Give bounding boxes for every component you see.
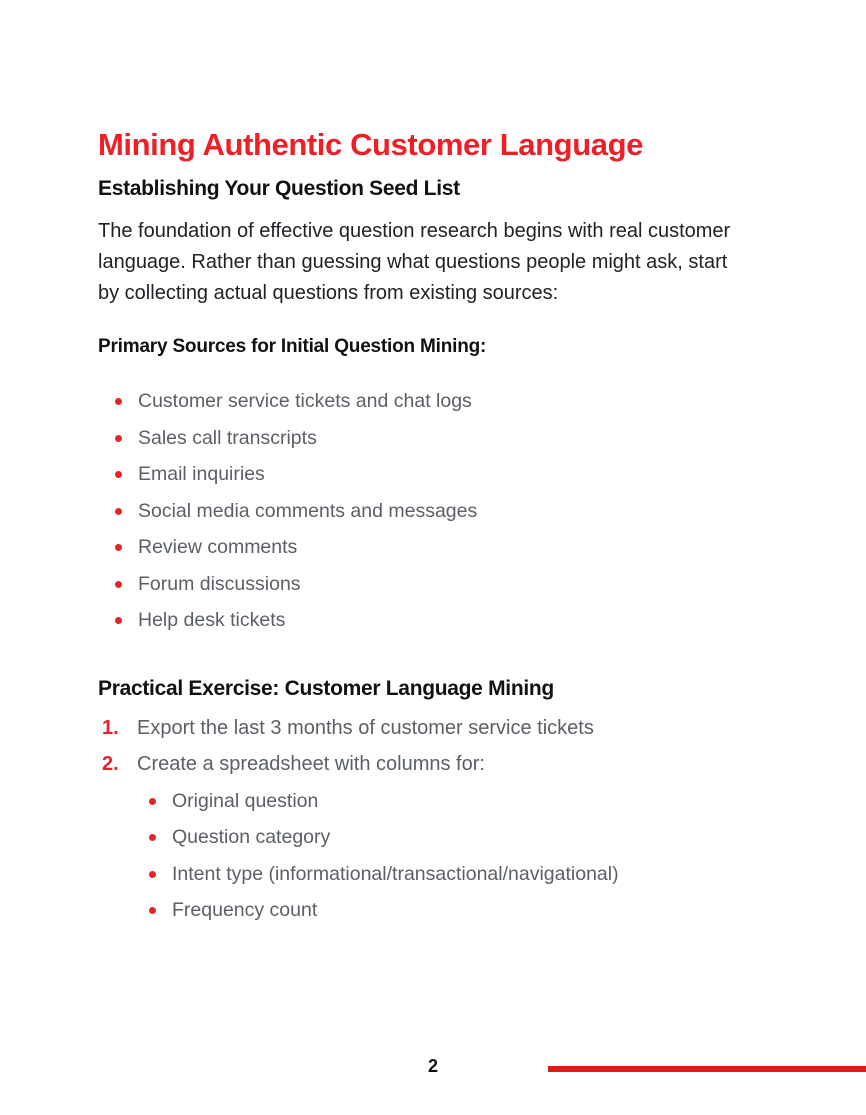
page-number: 2	[427, 1056, 438, 1076]
bullet-icon	[115, 617, 122, 624]
list-item	[98, 383, 778, 420]
bullet-icon	[149, 798, 156, 805]
list-item-label: Question category	[172, 826, 331, 848]
list-item-label: Forum discussions	[138, 572, 301, 595]
step-item	[98, 710, 778, 747]
list-item-label: Customer service tickets and chat logs	[138, 390, 472, 412]
list-item	[98, 566, 778, 603]
bullet-icon	[115, 435, 122, 442]
step-item	[98, 746, 778, 783]
list-item-label: Review comments	[138, 536, 298, 558]
step-number: 2.	[102, 753, 119, 775]
step-label: Create a spreadsheet with columns for:	[137, 753, 485, 775]
list-item-label: Original question	[172, 789, 319, 812]
bullet-icon	[115, 581, 122, 588]
bullet-icon	[149, 871, 156, 878]
list-item	[98, 602, 778, 639]
list-item-label: Social media comments and messages	[138, 499, 478, 522]
bullet-icon	[149, 907, 156, 914]
intro-paragraph: The foundation of effective question research begins with real customer language. Rather than guessing what questions people might ask, start by collecting actual questions from existing sources:	[98, 220, 731, 304]
step-label: Export the last 3 months of customer service tickets	[137, 716, 594, 739]
list-item-label: Frequency count	[172, 899, 318, 921]
footer-rule	[548, 1066, 866, 1072]
spreadsheet-columns-list	[132, 783, 778, 929]
list-item-label: Help desk tickets	[138, 609, 286, 631]
list-item	[132, 892, 778, 929]
bullet-icon	[115, 398, 122, 405]
list-item	[132, 783, 778, 820]
bullet-icon	[149, 834, 156, 841]
bullet-icon	[115, 544, 122, 551]
exercise-step-list	[98, 710, 778, 783]
list-item	[98, 529, 778, 566]
list-item	[132, 856, 778, 893]
list-item	[98, 493, 778, 530]
section-subtitle: Establishing Your Question Seed List	[98, 177, 460, 200]
list-item	[98, 456, 778, 493]
primary-sources-list	[98, 383, 778, 639]
list-item	[98, 420, 778, 457]
primary-sources-heading: Primary Sources for Initial Question Mining:	[98, 336, 487, 357]
bullet-icon	[115, 508, 122, 515]
list-item	[132, 819, 778, 856]
list-item-label: Sales call transcripts	[138, 426, 317, 449]
list-item-label: Email inquiries	[138, 463, 265, 485]
practical-exercise-heading: Practical Exercise: Customer Language Mining	[98, 676, 554, 700]
page-title: Mining Authentic Customer Language	[98, 127, 643, 162]
bullet-icon	[115, 471, 122, 478]
document-content	[98, 0, 778, 929]
list-item-label: Intent type (informational/transactional/navigational)	[172, 862, 619, 885]
step-number: 1.	[102, 716, 119, 739]
